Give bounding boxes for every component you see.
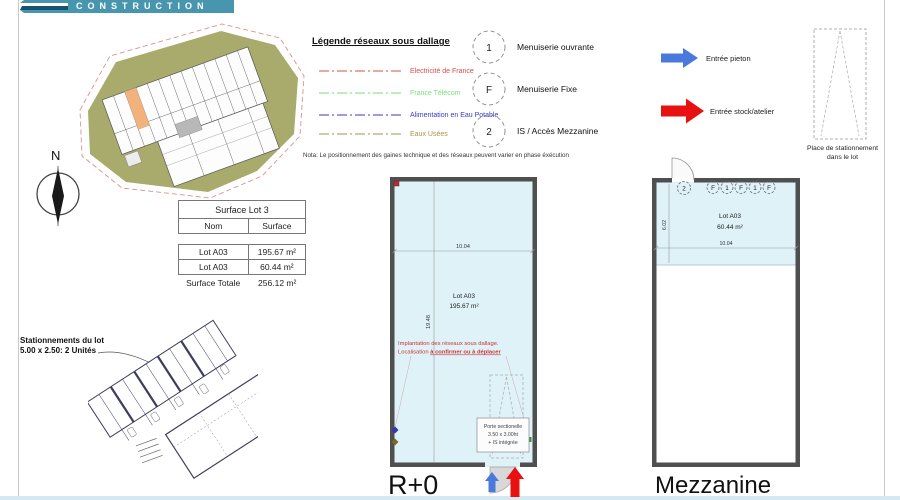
legend-networks-title: Légende réseaux sous dallage — [312, 36, 450, 47]
legend-circles — [470, 28, 510, 150]
legend-label: Electricité de France — [410, 67, 474, 75]
legend-row-edf — [318, 67, 474, 75]
legend-nota: Nota: Le positionnement des gaines technique et des réseaux peuvent varier en phase éxécution — [303, 152, 569, 159]
svg-text:+ IS intégrée: + IS intégrée — [488, 440, 518, 446]
dim-width-label: 10.04 — [456, 244, 470, 250]
plan-title-r0: R+0 — [388, 470, 439, 500]
surface-table-body — [178, 244, 306, 275]
parking-legend-label: Place de stationnement dans le lot — [806, 145, 879, 161]
surface-table — [178, 200, 306, 290]
entree-pieton-label: Entrée pieton — [706, 54, 751, 63]
svg-text:1: 1 — [486, 43, 492, 54]
legend-line-icon — [318, 130, 404, 138]
lot-name: Lot A03 — [452, 293, 476, 300]
surface-table-title: Surface Lot 3 — [179, 201, 305, 219]
parking-place-icon — [812, 26, 872, 144]
svg-text:F: F — [485, 85, 493, 96]
table-row: Lot A03 195.67 m² — [179, 245, 305, 259]
red-marker — [394, 181, 399, 186]
column-header-nom: Nom — [204, 221, 223, 231]
legend-line-icon — [318, 67, 404, 75]
svg-text:F: F — [711, 184, 715, 192]
north-compass-icon — [28, 142, 88, 232]
north-label: N — [51, 148, 61, 163]
dim-height-label: 6.02 — [662, 219, 668, 231]
surface-table-header — [178, 200, 306, 234]
svg-text:F: F — [767, 184, 771, 192]
plan-title-mezzanine: Mezzanine — [655, 472, 772, 499]
stationnements-note: Stationnements du lot 5.00 x 2.50: 2 Unités — [20, 336, 104, 355]
stairs-icon — [136, 438, 163, 462]
sheet-border-left — [18, 0, 19, 496]
symbol-label-fixe: Menuiserie Fixe — [517, 84, 577, 94]
logo-banner: CONSTRUCTION — [68, 0, 234, 13]
sheet-border-right — [884, 0, 885, 496]
parking-detail-drawing — [88, 300, 258, 495]
symbol-label-ouvrante: Menuiserie ouvrante — [517, 42, 595, 52]
svg-text:1: 1 — [725, 184, 729, 192]
lot-area: 60.44 m² — [717, 224, 743, 231]
annotation-line1: Implantation des réseaux sous dallage. — [398, 341, 499, 347]
legend-line-icon — [318, 89, 404, 97]
dim-height-label: 19.48 — [426, 315, 432, 329]
lot-name: Lot A03 — [718, 213, 742, 220]
entree-pieton-arrow-icon — [660, 47, 700, 69]
mezzanine-plan-drawing — [645, 153, 810, 500]
table-row: Lot A03 60.44 m² — [179, 259, 305, 274]
symbol-label-mezzanine: IS / Accès Mezzanine — [517, 126, 599, 136]
dim-width-label: 10.04 — [719, 241, 733, 247]
legend-label: Eaux Usées — [410, 130, 448, 138]
svg-text:3.50 x 3.00ht: 3.50 x 3.00ht — [488, 432, 518, 438]
svg-text:2: 2 — [486, 127, 492, 138]
entree-stock-label: Entrée stock/atelier — [710, 107, 775, 116]
svg-text:F: F — [739, 184, 743, 192]
legend-line-icon — [318, 111, 404, 119]
svg-text:2: 2 — [682, 185, 686, 193]
door-swing-icon — [672, 158, 694, 180]
svg-text:1: 1 — [753, 184, 757, 192]
logo-icon — [20, 0, 68, 16]
svg-text:Porte sectionelle: Porte sectionelle — [483, 424, 523, 430]
lot-area: 195.67 m² — [449, 303, 479, 310]
entree-stock-arrow-icon — [660, 97, 706, 125]
legend-row-eaux-usees — [318, 130, 448, 138]
r0-plan-drawing — [378, 170, 558, 500]
legend-label: France Télécom — [410, 89, 461, 97]
surface-total-row: Surface Totale 256.12 m² — [186, 278, 297, 288]
legend-label: Alimentation en Eau Potable — [410, 111, 499, 119]
legend-row-telecom — [318, 89, 460, 97]
annotation-line2: Localisation à confirmer ou à déplacer — [398, 349, 501, 356]
column-header-surface: Surface — [248, 219, 305, 233]
